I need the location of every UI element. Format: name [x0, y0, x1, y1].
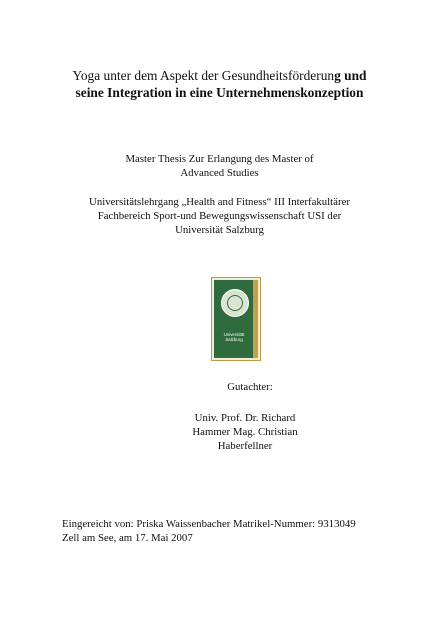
reviewers-label: Gutachter: [227, 381, 273, 393]
title-line-1-regular: Yoga unter dem Aspekt der Gesundheitsförderun [72, 68, 335, 83]
submission-info [62, 517, 422, 545]
logo-text-line-2: Salzburg [225, 337, 243, 342]
university-logo-panel [214, 280, 258, 358]
title-line-1-bold: g und [334, 68, 367, 83]
reviewers-line-1: Univ. Prof. Dr. Richard [194, 412, 296, 424]
university-logo-text [214, 332, 254, 342]
degree-statement [0, 152, 439, 180]
submission-line-1: Eingereicht von: Priska Waissenbacher Matrikel-Nummer: 9313049 [62, 518, 356, 530]
reviewers-line-3: Haberfellner [217, 440, 273, 452]
reviewers-list [145, 411, 345, 453]
program-line-3: Universität Salzburg [175, 224, 264, 236]
university-logo [211, 277, 261, 361]
reviewers-line-2: Hammer Mag. Christian [192, 426, 298, 438]
program-statement [0, 195, 439, 237]
logo-text-line-1: Universität [223, 332, 245, 337]
program-line-2: Fachbereich Sport-und Bewegungswissenschaft USI der [97, 210, 342, 222]
thesis-title [0, 67, 439, 101]
title-line-2: seine Integration in eine Unternehmenskonzeption [75, 85, 364, 100]
university-seal-icon [221, 289, 249, 317]
title-line-1 [0, 67, 439, 84]
degree-line-2: Advanced Studies [180, 167, 259, 179]
degree-line-1: Master Thesis Zur Erlangung des Master of [125, 153, 314, 165]
program-line-1: Universitätslehrgang „Health and Fitness“ III Interfakultärer [89, 196, 350, 208]
submission-line-2: Zell am See, am 17. Mai 2007 [62, 532, 193, 544]
